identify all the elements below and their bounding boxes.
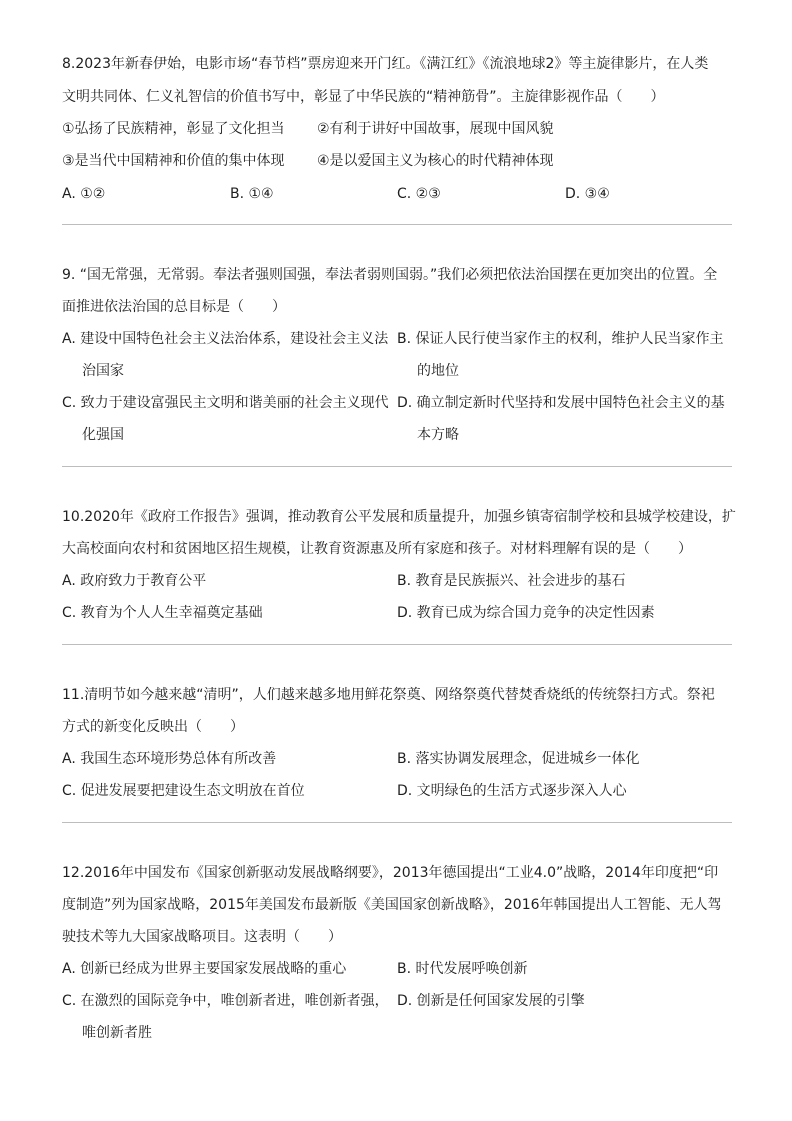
question-10-option-d[interactable]: D. 教育已成为综合国力竞争的决定性因素: [397, 605, 655, 621]
question-10-option-a[interactable]: A. 政府致力于教育公平: [62, 573, 207, 589]
divider: [62, 466, 732, 467]
question-8-statement-3: ③是当代中国精神和价值的集中体现: [62, 153, 285, 169]
question-11-option-a[interactable]: A. 我国生态环境形势总体有所改善: [62, 751, 277, 767]
question-12-stem-line-3: 驶技术等九大国家战略项目。这表明（ ）: [62, 929, 342, 945]
question-8-option-c[interactable]: C. ②③: [397, 186, 441, 202]
question-11-option-c[interactable]: C. 促进发展要把建设生态文明放在首位: [62, 783, 305, 799]
question-8-option-b[interactable]: B. ①④: [230, 186, 274, 202]
question-8-stem-line-2: 文明共同体、仁义礼智信的价值书写中，彰显了中华民族的“精神筋骨”。主旋律影视作品（ ）: [62, 89, 665, 105]
question-8-option-a[interactable]: A. ①②: [62, 186, 106, 202]
question-10-option-b[interactable]: B. 教育是民族振兴、社会进步的基石: [397, 573, 626, 589]
question-10-stem-line-1: 10.2020年《政府工作报告》强调，推动教育公平发展和质量提升，加强乡镇寄宿制学校和县城学校建设，扩: [62, 509, 736, 525]
divider: [62, 224, 732, 225]
question-10-stem-line-2: 大高校面向农村和贫困地区招生规模，让教育资源惠及所有家庭和孩子。对材料理解有误的是（ ）: [62, 541, 692, 557]
divider: [62, 644, 732, 645]
question-9-stem-line-2: 面推进依法治国的总目标是（ ）: [62, 299, 286, 315]
question-12-option-a[interactable]: A. 创新已经成为世界主要国家发展战略的重心: [62, 961, 347, 977]
question-12-stem-line-1: 12.2016年中国发布《国家创新驱动发展战略纲要》，2013年德国提出“工业4.0”战略，2014年印度把“印: [62, 865, 719, 881]
question-11-option-b[interactable]: B. 落实协调发展理念，促进城乡一体化: [397, 751, 640, 767]
question-8-option-d[interactable]: D. ③④: [565, 186, 610, 202]
question-11-stem-line-1: 11.清明节如今越来越“清明”，人们越来越多地用鲜花祭奠、网络祭奠代替焚香烧纸的传统祭扫方式。祭祀: [62, 687, 715, 703]
question-9-option-c-cont: 化强国: [82, 427, 124, 443]
question-8-statement-1: ①弘扬了民族精神，彰显了文化担当: [62, 121, 285, 137]
question-9-option-c[interactable]: C. 致力于建设富强民主文明和谐美丽的社会主义现代: [62, 395, 389, 411]
question-9-option-b-cont: 的地位: [417, 363, 459, 379]
question-9-option-a[interactable]: A. 建设中国特色社会主义法治体系，建设社会主义法: [62, 331, 389, 347]
divider: [62, 822, 732, 823]
question-12-option-b[interactable]: B. 时代发展呼唤创新: [397, 961, 528, 977]
question-9-stem-line-1: 9. “国无常强，无常弱。奉法者强则国强，奉法者弱则国弱。”我们必须把依法治国摆在更加突出的位置。全: [62, 267, 718, 283]
question-9-option-b[interactable]: B. 保证人民行使当家作主的权利，维护人民当家作主: [397, 331, 724, 347]
question-9-option-d-cont: 本方略: [417, 427, 459, 443]
question-12-stem-line-2: 度制造”列为国家战略，2015年美国发布最新版《美国国家创新战略》，2016年韩国提出人工智能、无人驾: [62, 897, 722, 913]
question-9-option-d[interactable]: D. 确立制定新时代坚持和发展中国特色社会主义的基: [397, 395, 725, 411]
question-10-option-c[interactable]: C. 教育为个人人生幸福奠定基础: [62, 605, 263, 621]
question-11-stem-line-2: 方式的新变化反映出（ ）: [62, 719, 244, 735]
question-8-stem-line-1: 8.2023年新春伊始，电影市场“春节档”票房迎来开门红。《满江红》《流浪地球2》等主旋律影片，在人类: [62, 56, 709, 72]
question-12-option-c[interactable]: C. 在激烈的国际竞争中，唯创新者进，唯创新者强，: [62, 993, 389, 1009]
question-11-option-d[interactable]: D. 文明绿色的生活方式逐步深入人心: [397, 783, 627, 799]
question-9-option-a-cont: 治国家: [82, 363, 124, 379]
question-12-option-c-cont: 唯创新者胜: [82, 1025, 152, 1041]
question-8-statement-2: ②有利于讲好中国故事，展现中国风貌: [317, 121, 554, 137]
question-8-statement-4: ④是以爱国主义为核心的时代精神体现: [317, 153, 554, 169]
question-12-option-d[interactable]: D. 创新是任何国家发展的引擎: [397, 993, 585, 1009]
